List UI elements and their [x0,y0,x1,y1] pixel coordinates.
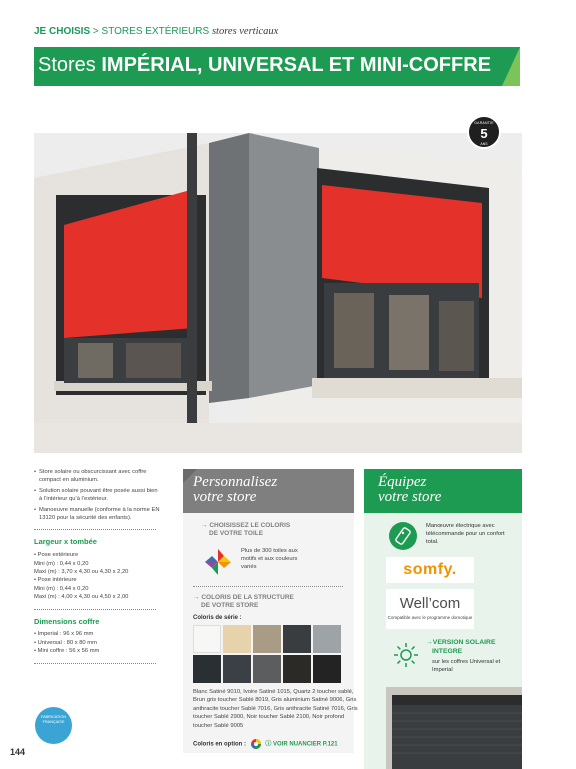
color-swatch [193,625,221,653]
somfy-logo-text: somfy. [403,561,457,578]
color-list: Blanc Satiné 9010, Ivoire Satiné 1015, Quartz 2 toucher sablé, Brun gris toucher Sablé 8019, Gris aluminium Satiné 9006, Gris anthracite toucher Sablé 7016, Gris anthracite Satiné 7016, Gris toucher Sablé 2900, Noir toucher Sablé 2100, Noir profond toucher Sablé 9005 [193,689,358,729]
personnalisez-title-line1: Personnalisez [193,474,278,490]
fabrication-text: FABRICATION FRANÇAISE [40,715,67,724]
personnalisez-header [183,469,354,513]
title-bar [34,47,520,86]
badge-top-text: GARANTIE [474,121,494,125]
breadcrumb-separator: > [92,26,99,37]
guarantee-badge [467,115,501,149]
equipez-body [364,513,522,769]
remote-text: Manœuvre électrique avec télécommande pour un confort total. [426,523,505,546]
toile-text: Plus de 300 toiles aux motifs et aux couleurs variés [241,548,298,570]
dimension-line: Maxi (m) : 4,00 x 4,30 ou 4,50 x 2,00 [34,594,129,601]
dimensions-list [34,551,160,601]
color-swatch [223,625,251,653]
pinwheel-icon [203,547,233,577]
breadcrumb-category: STORES EXTÉRIEURS [101,26,210,37]
equipez-title [378,475,441,505]
dimensions-heading: Largeur x tombée [34,537,97,547]
color-swatch [313,655,341,683]
toile-heading-line1: CHOISISSEZ LE COLORIS [209,522,291,529]
badge-bottom-text: ANS [480,142,488,146]
wellcom-logo-text: Well’com [399,595,461,612]
color-wheel-icon [250,738,262,750]
coffre-line: • Universal : 80 x 80 mm [34,639,97,646]
feature-item: • Store solaire ou obscurcissant avec coffre compact en aluminium. [34,468,160,485]
equipez-header [364,469,522,513]
toile-heading [201,522,290,539]
structure-heading-line1: COLORIS DE LA STRUCTURE [201,594,294,601]
nuancier-label: VOIR NUANCIER P.121 [273,741,338,748]
solaire-text: sur les coffres Universal et Imperial [432,659,501,674]
divider [34,609,156,610]
color-swatch [283,625,311,653]
solaire-heading [426,639,496,657]
color-swatch [193,655,221,683]
dimension-line: Mini (m) : 0,44 x 0,20 [34,585,89,592]
coffre-line: • Imperial : 96 x 96 mm [34,631,94,638]
feature-item: • Manoeuvre manuelle (conforme à la norme EN 13120 pour la sécurité des enfants). [34,506,160,523]
badge-number: 5 [480,126,488,141]
specs-column [34,468,160,671]
remote-icon [388,521,418,551]
color-swatch [283,655,311,683]
divider [34,663,156,664]
solaire-heading-line2: INTEGRE [432,647,463,655]
equipez-title-line2: votre store [378,489,442,505]
dimension-line: • Pose extérieure [34,552,79,559]
dimension-line: • Pose intérieure [34,577,77,584]
wellcom-logo [386,589,474,629]
breadcrumb-subcategory: stores verticaux [211,26,279,37]
serie-label: Coloris de série : [193,615,242,621]
divider [34,529,156,530]
page-number: 144 [10,747,26,757]
equipez-panel [364,469,522,769]
title-main: IMPÉRIAL, UNIVERSAL ET MINI-COFFRE [101,54,492,76]
color-swatch [253,625,281,653]
solaire-heading-line1: VERSION SOLAIRE [432,639,496,646]
page-title [38,54,491,77]
arrow-icon: → [426,639,433,646]
color-swatch [313,625,341,653]
solar-shutter-illustration [386,687,522,769]
title-accent [502,47,520,86]
breadcrumb-section: JE CHOISIS [34,26,91,37]
hero-photo [34,133,522,453]
equipez-title-line1: Équipez [378,474,427,490]
info-icon: ⓘ [265,741,272,748]
coffre-line: • Mini coffre : 56 x 56 mm [34,648,100,655]
arrow-icon: → [201,522,208,529]
structure-heading [193,594,294,611]
feature-item: • Solution solaire pouvant être posée aussi bien à l’intérieur qu’à l’extérieur. [34,487,160,504]
color-swatch [223,655,251,683]
fabrication-francaise-logo [35,707,72,744]
coffre-heading: Dimensions coffre [34,616,100,626]
dimension-line: Maxi (m) : 3,70 x 4,30 ou 4,30 x 2,20 [34,569,129,575]
personnalisez-title-line2: votre store [193,489,257,505]
nuancier-link[interactable] [265,742,337,748]
breadcrumb [34,26,278,37]
feature-list [34,468,160,522]
structure-heading-line2: DE VOTRE STORE [201,602,259,610]
color-option-row [193,738,338,750]
divider [193,586,343,587]
house-illustration [34,133,522,453]
sun-icon [392,641,420,669]
arrow-icon: → [193,594,200,601]
wellcom-subtext: Compatible avec le programme domotique [387,615,473,620]
somfy-logo [386,557,474,583]
title-prefix: Stores [38,54,96,76]
toile-heading-line2: DE VOTRE TOILE [209,530,264,538]
personnalisez-title [193,475,277,505]
option-label: Coloris en option : [193,741,246,748]
dimension-line: Mini (m) : 0,44 x 0,20 [34,560,89,567]
color-swatch [253,655,281,683]
coffre-list [34,630,160,655]
